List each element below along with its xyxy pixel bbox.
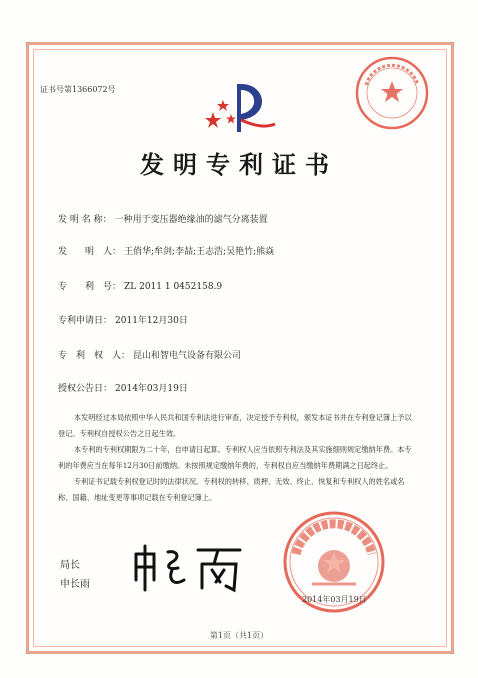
certificate-body — [58, 410, 418, 506]
field-value: ZL 2011 1 0452158.9 — [124, 282, 223, 292]
field-grant-date — [58, 381, 188, 394]
field-application-date — [58, 313, 188, 326]
field-label: 专利申请日： — [58, 316, 113, 326]
field-inventors — [58, 244, 274, 257]
field-value: 一种用于变压器绝缘油的滤气分离装置 — [114, 215, 268, 225]
page-number: 第1页（共1页） — [209, 631, 269, 640]
certificate-number: 证书号第1366072号 — [40, 85, 116, 94]
body-paragraph: 本发明经过本局依照中华人民共和国专利法进行审查，决定授予专利权，颁发本证书并在专利登记簿上予以登记。专利权自授权公告之日起生效。 — [58, 413, 412, 438]
field-patent-number — [58, 279, 222, 292]
field-patentee — [58, 348, 241, 361]
field-label: 发 明 名 称： — [58, 215, 112, 225]
director-block — [60, 556, 90, 594]
field-label: 授权公告日： — [58, 384, 113, 394]
official-seal-top-icon — [354, 55, 430, 131]
field-label: 专 利 号： — [58, 282, 122, 292]
field-value: 王俏华;牟剑;李喆;王志浩;吴艳竹;熊焱 — [124, 247, 275, 257]
field-label: 专 利 权 人： — [58, 351, 131, 361]
body-paragraph: 本专利的专利权期限为二十年，自申请日起算。专利权人应当依照专利法及其实施细则规定缴纳年费。本专利的年费应当在每年12月30日前缴纳。未按照规定缴纳年费的，专利权自应当缴纳年费期满之日起终止。 — [58, 445, 412, 470]
director-signature-icon — [128, 540, 248, 594]
field-label: 发 明 人： — [58, 247, 122, 257]
certificate-title: 发明专利证书 — [140, 150, 338, 179]
field-value: 昆山和智电气设备有限公司 — [133, 351, 242, 361]
seal-date: 2014年03月19日 — [302, 595, 367, 604]
director-title: 局长 — [60, 560, 80, 571]
field-value: 2011年12月30日 — [115, 316, 188, 326]
field-value: 2014年03月19日 — [115, 384, 188, 394]
field-invention-title — [58, 212, 268, 225]
body-paragraph: 专利证书记载专利权登记时的法律状况。专利权的转移、质押、无效、终止、恢复和专利权人的姓名或名称、国籍、地址变更等事项记载在专利登记簿上。 — [58, 477, 405, 502]
director-name: 申长雨 — [60, 579, 90, 590]
patent-office-logo-icon — [205, 76, 277, 136]
